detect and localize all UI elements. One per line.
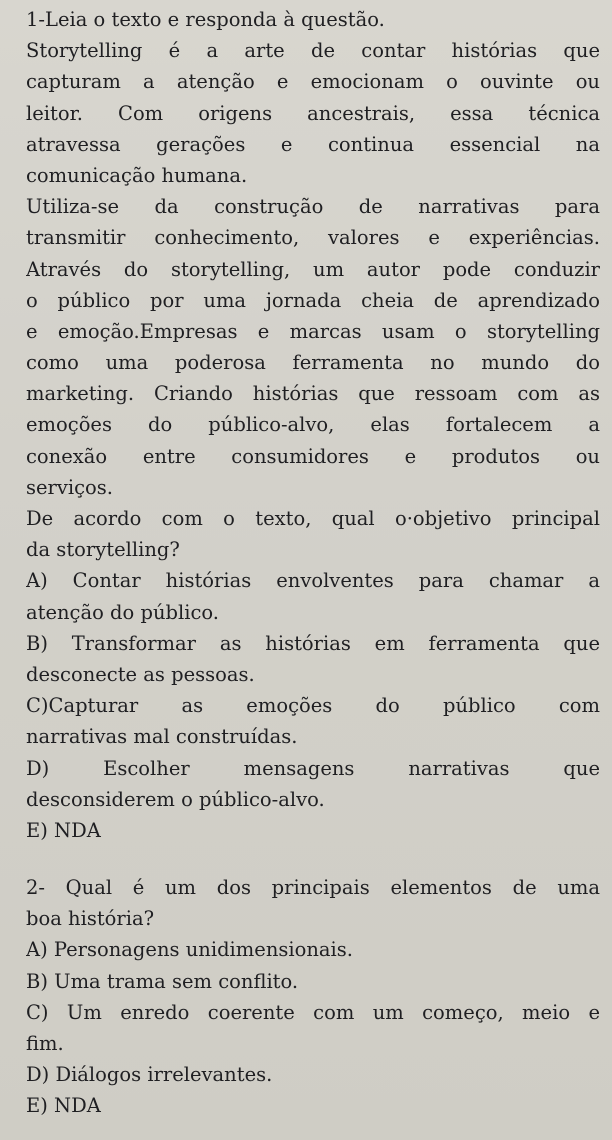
question-2-prompt [26,872,600,934]
paragraph-line: capturam a atenção e emocionam o ouvinte ou [26,70,600,94]
prompt-line: boa história? [26,907,155,931]
option-a: A) Personagens unidimensionais. [26,938,353,962]
option-d-continued: desconsiderem o público-alvo. [26,787,325,811]
option-b: B) Transformar as histórias em ferramenta que [26,631,600,655]
text-paragraph-1 [26,35,600,191]
paragraph-line: comunicação humana. [26,163,248,187]
paragraph-line: emoções do público-alvo, elas fortalecem a [26,413,600,437]
option-c-continued: narrativas mal construídas. [26,725,298,749]
paragraph-line: serviços. [26,475,113,499]
paragraph-line: Storytelling é a arte de contar histórias que [26,39,600,63]
paragraph-line: o público por uma jornada cheia de aprendizado [26,288,600,312]
option-b: B) Uma trama sem conflito. [26,969,299,993]
option-e: E) NDA [26,1094,101,1118]
option-d: D) Diálogos irrelevantes. [26,1063,273,1087]
paragraph-line: transmitir conhecimento, valores e experiências. [26,226,600,250]
question-1 [26,4,600,846]
paragraph-line: como uma poderosa ferramenta no mundo do [26,351,600,375]
paragraph-line: conexão entre consumidores e produtos ou [26,444,600,468]
option-b-continued: desconecte as pessoas. [26,662,255,686]
question-1-prompt [26,503,600,565]
option-a: A) Contar histórias envolventes para chamar a [26,569,600,593]
prompt-line: da storytelling? [26,538,180,562]
prompt-line: De acordo com o texto, qual o·objetivo principal [26,507,600,530]
text-paragraph-2 [26,191,600,503]
question-spacer [26,846,600,872]
paragraph-line: marketing. Criando histórias que ressoam com as [26,382,600,406]
question-2-options [26,934,600,1121]
paragraph-line: atravessa gerações e continua essencial na [26,132,600,156]
option-a-continued: atenção do público. [26,600,219,624]
option-c: C) Um enredo coerente com um começo, meio e [26,1000,600,1024]
paragraph-line: Utiliza-se da construção de narrativas para [26,195,600,219]
question-1-heading: 1-Leia o texto e responda à questão. [26,8,385,31]
prompt-line: 2- Qual é um dos principais elementos de uma [26,876,600,900]
option-d: D) Escolher mensagens narrativas que [26,756,600,780]
question-2 [26,872,600,1122]
option-c: C)Capturar as emoções do público com [26,694,600,718]
option-c-continued: fim. [26,1032,64,1055]
question-1-options [26,565,600,846]
paragraph-line: e emoção.Empresas e marcas usam o storytelling [26,319,600,343]
paragraph-line: Através do storytelling, um autor pode conduzir [26,257,600,281]
paragraph-line: leitor. Com origens ancestrais, essa técnica [26,101,600,125]
option-e: E) NDA [26,818,101,842]
